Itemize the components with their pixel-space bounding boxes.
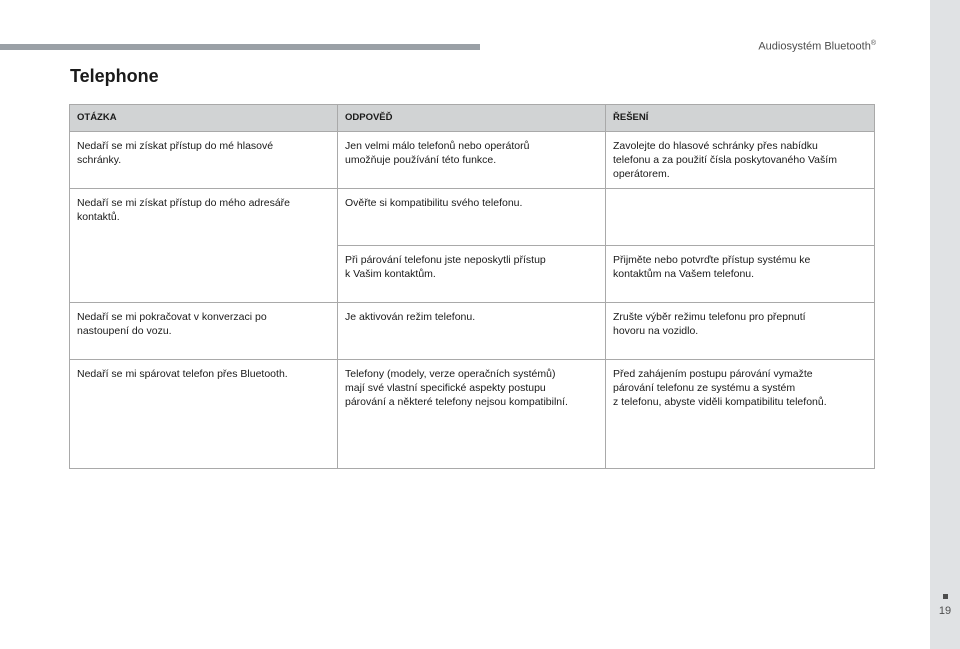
page-marker-icon [943,594,948,599]
question-cell [70,189,338,303]
table-header-row [70,105,875,132]
solution-cell [606,189,875,246]
answer-text: Jen velmi málo telefonů nebo operátorů umožňuje používání této funkce. [345,140,530,166]
registered-mark: ® [870,40,876,47]
table-row [70,189,875,246]
question-text: Nedaří se mi získat přístup do mé hlasové schránky. [77,140,274,166]
troubleshooting-table [69,104,875,469]
page-side-strip [930,0,960,649]
question-text: Nedaří se mi pokračovat v konverzaci po nastoupení do vozu. [77,311,267,337]
solution-cell [606,132,875,189]
answer-cell [338,132,606,189]
table-row [70,303,875,360]
answer-text: Je aktivován režim telefonu. [345,311,476,323]
solution-text: Zrušte výběr režimu telefonu pro přepnutí hovoru na vozidlo. [613,311,806,337]
question-text: Nedaří se mi získat přístup do mého adresáře kontaktů. [77,197,291,223]
answer-text: Při párování telefonu jste neposkytli přístup k Vašim kontaktům. [345,254,546,280]
table-row [70,132,875,189]
page-number: 19 [938,605,952,617]
answer-text: Ověřte si kompatibilitu svého telefonu. [345,197,523,209]
solution-text: Zavolejte do hlasové schránky přes nabídku telefonu a za použití čísla poskytovaného Vaším operátorem. [613,140,837,180]
solution-cell [606,360,875,469]
answer-cell [338,360,606,469]
question-cell [70,360,338,469]
question-text: Nedaří se mi spárovat telefon přes Bluetooth. [77,368,288,380]
section-header [758,40,876,53]
header-bar [0,44,480,50]
answer-cell [338,303,606,360]
solution-cell [606,303,875,360]
question-cell [70,303,338,360]
question-cell [70,132,338,189]
section-header-text: Audiosystém Bluetooth [758,40,871,53]
column-header-solution: ŘEŠENÍ [606,105,875,132]
answer-cell [338,246,606,303]
solution-text: Přijměte nebo potvrďte přístup systému ke kontaktům na Vašem telefonu. [613,254,811,280]
column-header-answer: ODPOVĚĎ [338,105,606,132]
answer-cell [338,189,606,246]
page-title: Telephone [70,66,159,86]
column-header-question: OTÁZKA [70,105,338,132]
solution-text: Před zahájením postupu párování vymažte párování telefonu ze systému a systém z telefonu, abyste viděli kompatibilitu telefonů. [613,368,827,408]
answer-text: Telefony (modely, verze operačních systémů) mají své vlastní specifické aspekty postupu párování a některé telefony nejsou kompatibilní. [345,368,568,408]
table-row [70,360,875,469]
solution-cell [606,246,875,303]
